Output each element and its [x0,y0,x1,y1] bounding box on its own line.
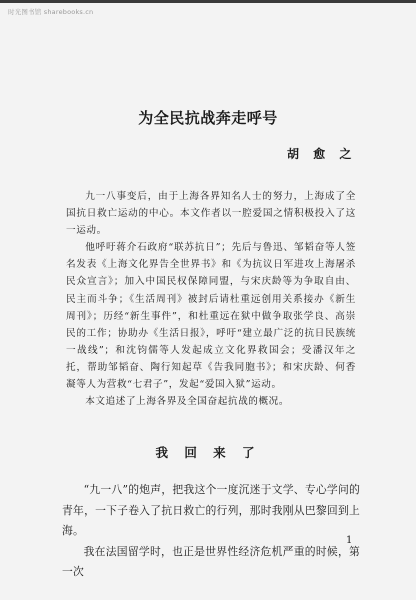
abstract-paragraph: 本文追述了上海各界及全国奋起抗战的概况。 [85,396,290,408]
page-number: 1 [346,535,353,546]
article-title: 为全民抗战奔走呼号 [138,109,278,127]
body-paragraph: 我在法国留学时，也正是世界性经济危机严重的时候，第一次 [62,544,360,578]
abstract-paragraph: 他呼吁蒋介石政府“联苏抗日”；先后与鲁迅、邹韬奋等人签名发表《上海文化界告全世界书》和《为抗议日军进攻上海屠杀民众宣言》；加入中国民权保障同盟，与宋庆龄等为争取自由、民主而斗争；《生活周刊》被封后请杜重远创用关系接办《新生周刊》；历经“新生事件”，和杜重远在狱中做争取张学良、高崇民的工作；协助办《生活日报》，呼吁“建立最广泛的抗日民族统一战线”；和沈钧儒等人发起成立文化界救国会；受潘汉年之托，帮助邹韬奋、陶行知起草《告我同胞书》；和宋庆龄、何香凝等人为营救“七君子”，发起“爱国入狱”运动。 [66,242,356,391]
author-name: 胡 愈 之 [287,147,357,161]
watermark-text: 时光图书馆 sharebooks.cn [8,8,94,16]
body-paragraph: “九一八”的炮声，把我这个一度沉迷于文学、专心学问的青年，一下子卷入了抗日救亡的行列，那时我刚从巴黎回到上海。 [62,483,360,537]
section-heading: 我 回 来 了 [155,445,261,460]
top-border-line [0,0,416,3]
abstract-paragraph: 九一八事变后，由于上海各界知名人士的努力，上海成了全国抗日救亡运动的中心。本文作者以一腔爱国之情积极投入了这一运动。 [66,191,356,237]
body-text [62,480,360,583]
abstract-block [66,188,356,410]
